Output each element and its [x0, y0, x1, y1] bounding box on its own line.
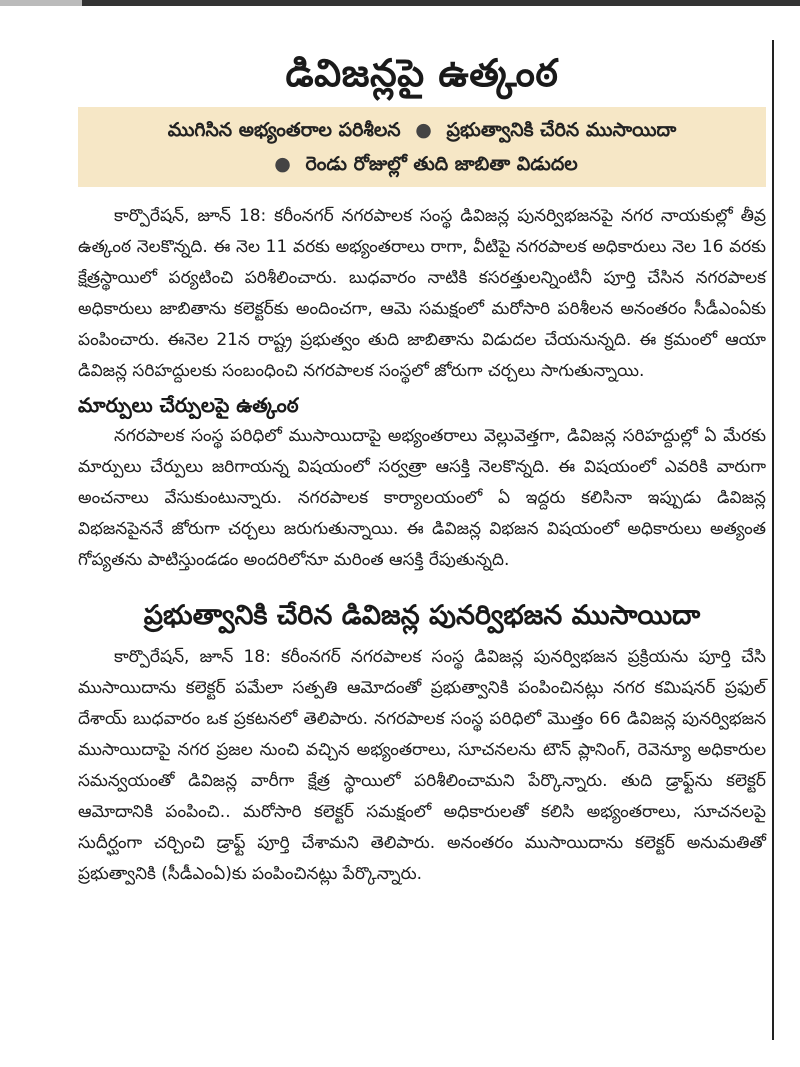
story1-paragraph-1: కార్పొరేషన్, జూన్ 18: కరీంనగర్ నగరపాలక సంస్థ డివిజన్ల పునర్విభజనపై నగర నాయకుల్లో తీవ్ర ఉత్కంఠ నెలకొన్నది. ఈ నెల 11 వరకు అభ్యంతరాలు రాగా, వీటిపై నగరపాలక అధికారులు నెల 16 వరకు క్షేత్రస్థాయిలో పర్యటించి పరిశీలించారు. బుధవారం నాటికి కసరత్తులన్నింటినీ పూర్తి చేసిన నగరపాలక అధికారులు జాబితాను కలెక్టర్‌కు అందించగా, ఆమె సమక్షంలో మరోసారి పరిశీలన అనంతరం సీడీఎంఏకు పంపించారు. ఈనెల 21న రాష్ట్ర ప్రభుత్వం తుది జాబితాను విడుదల చేయనున్నది. ఈ క్రమంలో ఆయా డివిజన్ల సరిహద్దులకు సంబంధించి నగరపాలక సంస్థలో జోరుగా చర్చలు సాగుతున్నాయి.	[78, 206, 766, 381]
headline: డివిజన్లపై ఉత్కంఠ	[285, 51, 559, 95]
top-border-dark	[82, 0, 800, 6]
subheading-3: రెండు రోజుల్లో తుది జాబితా విడుదల	[305, 153, 578, 175]
subheading-line-2	[88, 147, 756, 181]
story1-paragraph-2: నగరపాలక సంస్థ పరిధిలో ముసాయిదాపై అభ్యంతరాలు వెల్లువెత్తగా, డివిజన్ల సరిహద్దుల్లో ఏ మేరకు మార్పులు చేర్పులు జరిగాయన్న విషయంలో సర్వత్రా ఆసక్తి నెలకొన్నది. ఈ విషయంలో ఎవరికి వారుగా అంచనాలు వేసుకుంటున్నారు. నగరపాలక కార్యాలయంలో ఏ ఇద్దరు కలిసినా ఇప్పుడు డివిజన్ల విభజనపైననే జోరుగా చర్చలు జరుగుతున్నాయి. ఈ డివిజన్ల విభజన విషయంలో అధికారులు అత్యంత గోప్యతను పాటిస్తుండడం అందరిలోనూ మరింత ఆసక్తి రేపుతున్నది.	[78, 426, 766, 570]
bullet-icon: ●	[274, 153, 291, 175]
story2-paragraph: కార్పొరేషన్, జూన్ 18: కరీంనగర్ నగరపాలక సంస్థ డివిజన్ల పునర్విభజన ప్రక్రియను పూర్తి చేసి ముసాయిదాను కలెక్టర్ పమేలా సత్పతి ఆమోదంతో ప్రభుత్వానికి పంపించినట్లు నగర కమిషనర్ ప్రఫుల్ దేశాయ్ బుధవారం ఒక ప్రకటనలో తెలిపారు. నగరపాలక సంస్థ పరిధిలో మొత్తం 66 డివిజన్ల పునర్విభజన ముసాయిదాపై నగర ప్రజల నుంచి వచ్చిన అభ్యంతరాలు, సూచనలను టౌన్ ప్లానింగ్, రెవెన్యూ అధికారుల సమన్వయంతో డివిజన్ల వారీగా క్షేత్ర స్థాయిలో పరిశీలించామని పేర్కొన్నారు. తుది డ్రాఫ్ట్‌ను కలెక్టర్ ఆమోదానికి పంపించి.. మరోసారి కలెక్టర్ సమక్షంలో అధికారులతో కలిసి అభ్యంతరాలు, సూచనలపై సుదీర్ఘంగా చర్చించి డ్రాఫ్ట్ పూర్తి చేశామని తెలిపారు. అనంతరం ముసాయిదాను కలెక్టర్ అనుమతితో ప్రభుత్వానికి (సీడీఎంఏ)కు పంపించినట్లు పేర్కొన్నారు.	[78, 647, 766, 884]
news-article	[78, 45, 766, 890]
bullet-icon: ●	[415, 119, 432, 141]
subheading-2: ప్రభుత్వానికి చేరిన ముసాయిదా	[446, 119, 677, 141]
top-border-light	[0, 0, 82, 6]
subheading-line-1	[88, 113, 756, 147]
subheading-1: ముగిసిన అభ్యంతరాల పరిశీలన	[167, 119, 401, 141]
story1-subhead: మార్పులు చేర్పులపై ఉత్కంఠ	[78, 393, 299, 417]
subheading-box	[78, 107, 766, 187]
column-divider	[772, 40, 774, 1040]
story2-headline: ప్రభుత్వానికి చేరిన డివిజన్ల పునర్విభజన ముసాయిదా	[143, 600, 701, 631]
top-border	[0, 0, 800, 7]
